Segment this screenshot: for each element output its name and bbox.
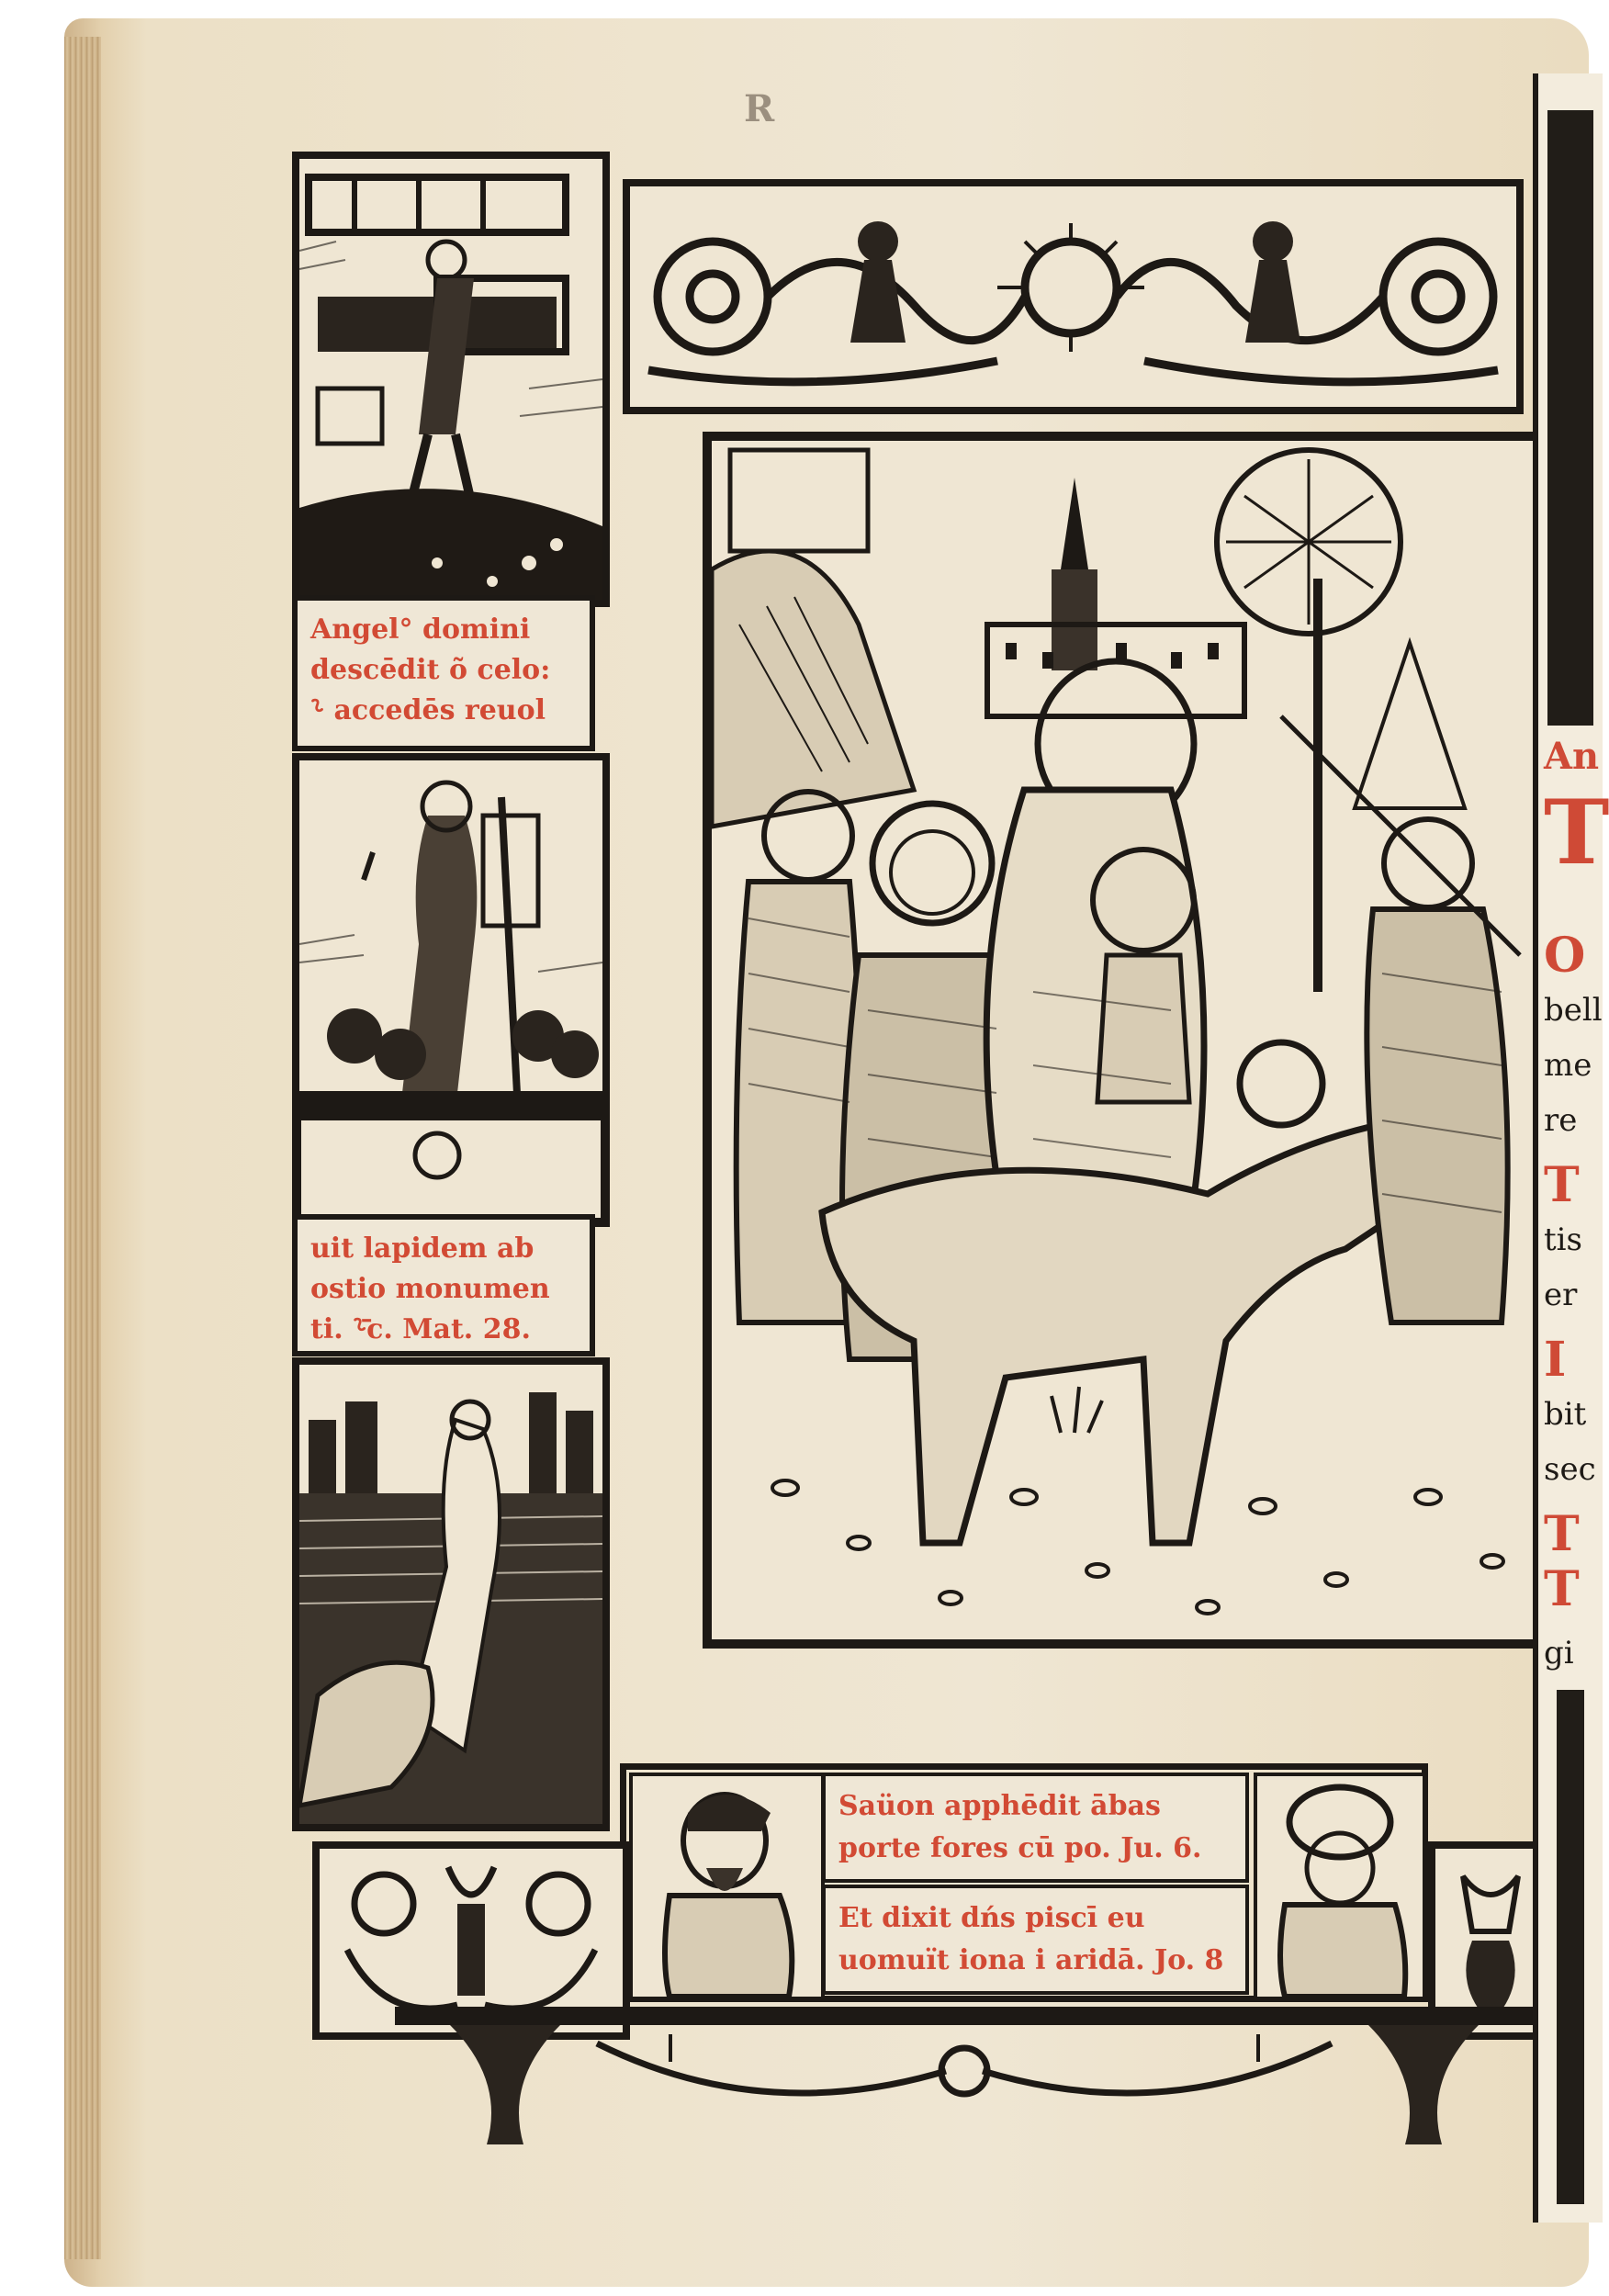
text-fragment: bell	[1544, 992, 1603, 1029]
signature-mark: R	[744, 87, 775, 130]
woodcut-top-border-ornament	[623, 179, 1524, 414]
text-fragment: re	[1544, 1102, 1578, 1139]
text-fragment: gi	[1544, 1635, 1574, 1671]
caption-jonah	[822, 1885, 1249, 1995]
woodcut-prophet-left	[629, 1773, 825, 2000]
initial-letter: T	[1544, 1506, 1580, 1562]
initial-letter: O	[1544, 928, 1586, 984]
facing-page-woodcut	[1547, 110, 1593, 726]
caption-line: Saüon apphēdit ābas	[838, 1790, 1161, 1822]
page-edge	[64, 37, 101, 2259]
initial-letter: T	[1544, 781, 1609, 884]
caption-line: Angel° domini	[310, 613, 531, 646]
text-fragment: bit	[1544, 1396, 1587, 1433]
caption-line: ostio monumen	[310, 1273, 550, 1305]
woodcut-flight-into-egypt	[703, 432, 1546, 1649]
caption-angel	[292, 595, 595, 751]
caption-line: porte fores cū po. Ju. 6.	[838, 1832, 1202, 1864]
caption-line: ti. ⸊̄c. Mat. 28.	[310, 1313, 531, 1345]
woodcut-jonah	[292, 1357, 610, 1831]
caption-line: ⸊ accedēs reuol	[310, 694, 546, 726]
facing-page-border	[1557, 1690, 1584, 2204]
caption-stone	[292, 1214, 595, 1356]
woodcut-bottom-base-ornament	[395, 2007, 1534, 2154]
caption-line: descēdit õ celo:	[310, 654, 551, 686]
text-fragment: me	[1544, 1047, 1592, 1084]
initial-letter: I	[1544, 1332, 1567, 1388]
caption-samson	[822, 1773, 1249, 1883]
woodcut-samson-gates	[292, 152, 610, 607]
woodcut-resurrection	[292, 753, 610, 1227]
text-fragment: tis	[1544, 1221, 1582, 1258]
woodcut-prophet-right	[1254, 1773, 1426, 2000]
text-fragment: sec	[1544, 1451, 1596, 1488]
initial-letter: T	[1544, 1157, 1580, 1213]
caption-line: uit lapidem ab	[310, 1232, 534, 1265]
caption-line: uomuït iona i aridā. Jo. 8	[838, 1944, 1224, 1976]
text-fragment: er	[1544, 1277, 1578, 1313]
caption-line: Et dixit dńs piscī eu	[838, 1902, 1145, 1934]
facing-page-edge	[1533, 73, 1609, 2223]
initial-letter: T	[1544, 1561, 1580, 1617]
initial-letter: An	[1544, 735, 1600, 778]
